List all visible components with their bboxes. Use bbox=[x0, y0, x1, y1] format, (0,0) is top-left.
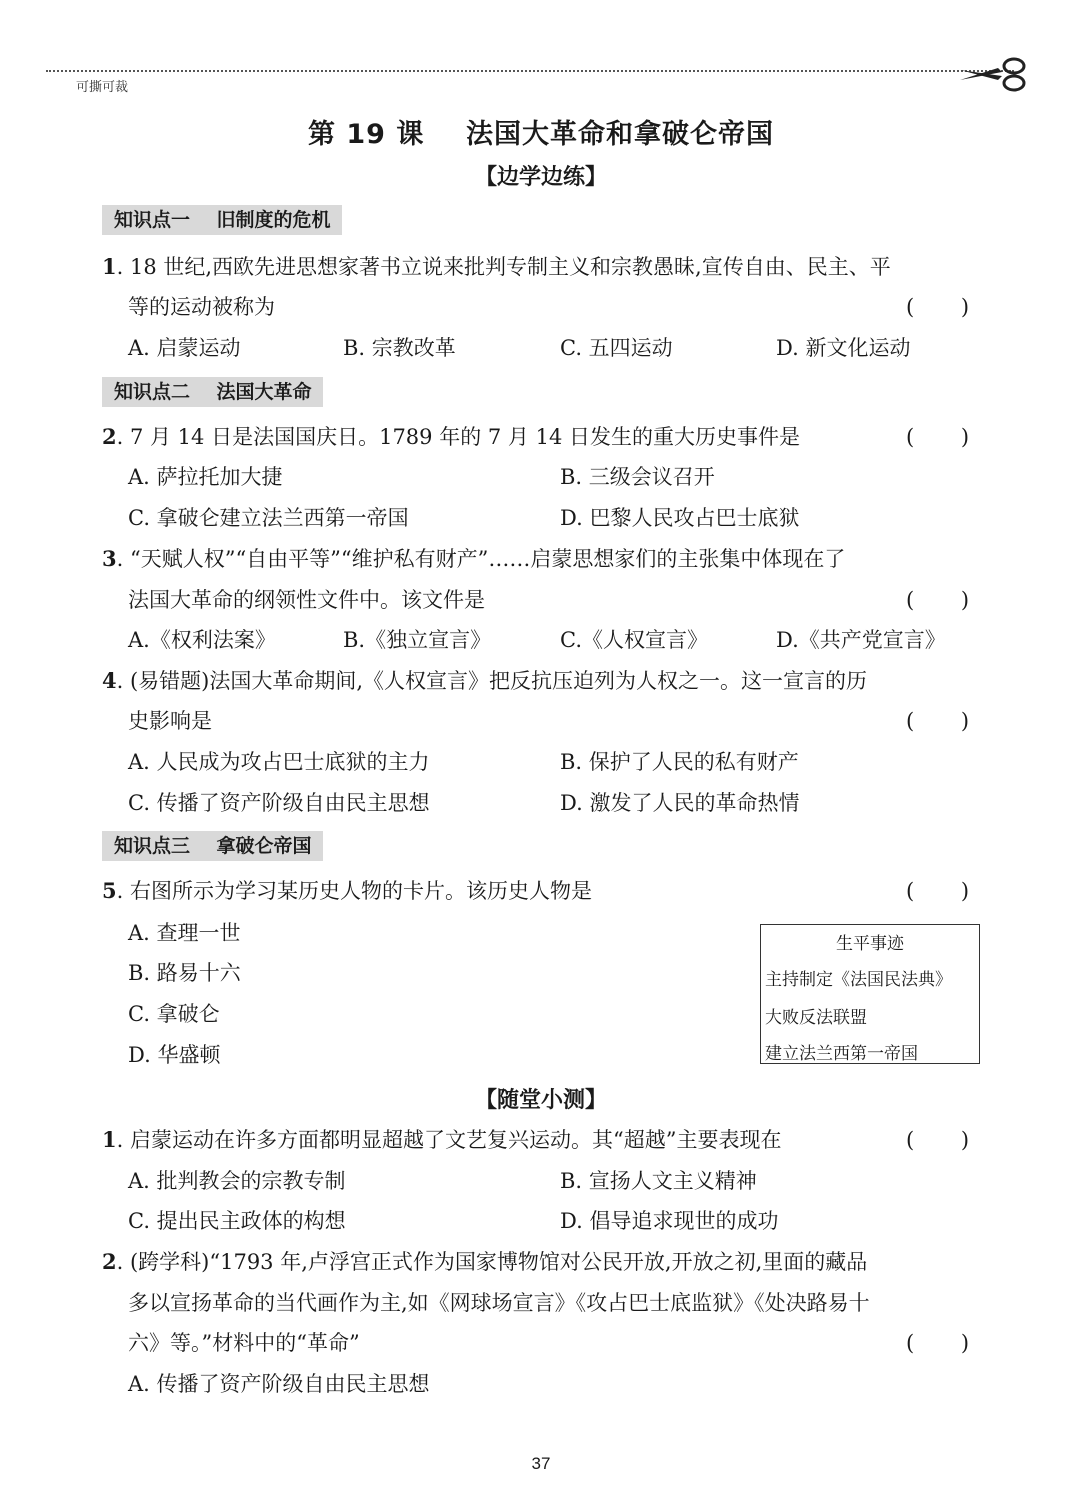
t1-text-1: . 启蒙运动在许多方面都明显超越了文艺复兴运动。其“超越”主要表现在 bbox=[116, 1128, 782, 1152]
t2-text-1: . (跨学科)“1793 年,卢浮宫正式作为国家博物馆对公民开放,开放之初,里面的藏品 bbox=[116, 1250, 868, 1274]
card-item: 建立法兰西第一帝国 bbox=[765, 1044, 918, 1064]
quiz-heading: 【随堂小测】 bbox=[474, 1088, 607, 1113]
t1-answer-blank[interactable]: ( ) bbox=[906, 1128, 970, 1152]
q1-answer-blank[interactable]: ( ) bbox=[906, 295, 970, 319]
card-heading: 生平事迹 bbox=[836, 934, 904, 954]
q3-number: 3 bbox=[102, 546, 117, 571]
section-1-heading: 知识点一 旧制度的危机 bbox=[102, 205, 342, 235]
card-item: 大败反法联盟 bbox=[765, 1008, 867, 1028]
q3-line2: 法国大革命的纲领性文件中。该文件是 bbox=[128, 588, 485, 612]
t2-line1 bbox=[102, 1247, 867, 1277]
q4-option-a: A. 人民成为攻占巴士底狱的主力 bbox=[128, 750, 430, 774]
q5-option-d: D. 华盛顿 bbox=[128, 1043, 221, 1067]
q4-answer-blank[interactable]: ( ) bbox=[906, 709, 970, 733]
q4-line1 bbox=[102, 666, 867, 696]
q5-answer-blank[interactable]: ( ) bbox=[906, 879, 970, 903]
q5-option-c: C. 拿破仑 bbox=[128, 1002, 220, 1026]
q2-line1 bbox=[102, 422, 800, 452]
q2-option-d: D. 巴黎人民攻占巴士底狱 bbox=[560, 506, 800, 530]
q3-option-b: B.《独立宣言》 bbox=[343, 628, 492, 652]
q2-answer-blank[interactable]: ( ) bbox=[906, 425, 970, 449]
t2-number: 2 bbox=[102, 1249, 117, 1274]
q1-line2: 等的运动被称为 bbox=[128, 295, 275, 319]
card-item: 主持制定《法国民法典》 bbox=[765, 970, 952, 990]
t1-number: 1 bbox=[102, 1127, 117, 1152]
section-2-heading: 知识点二 法国大革命 bbox=[102, 377, 323, 407]
lesson-title: 第 19 课 法国大革命和拿破仑帝国 bbox=[308, 119, 774, 150]
q3-option-d: D.《共产党宣言》 bbox=[776, 628, 946, 652]
q4-text-1: . (易错题)法国大革命期间,《人权宣言》把反抗压迫列为人权之一。这一宣言的历 bbox=[116, 669, 868, 693]
q3-text-1: . “天赋人权”“自由平等”“维护私有财产”……启蒙思想家们的主张集中体现在了 bbox=[116, 547, 846, 571]
q3-answer-blank[interactable]: ( ) bbox=[906, 588, 970, 612]
q2-option-a: A. 萨拉托加大捷 bbox=[128, 465, 283, 489]
q4-option-d: D. 激发了人民的革命热情 bbox=[560, 791, 800, 815]
q1-number: 1 bbox=[102, 254, 117, 279]
t1-option-b: B. 宣扬人文主义精神 bbox=[560, 1169, 757, 1193]
t1-line1 bbox=[102, 1125, 781, 1155]
q1-option-d: D. 新文化运动 bbox=[776, 336, 911, 360]
scissors-icon bbox=[958, 56, 1028, 92]
q3-option-c: C.《人权宣言》 bbox=[560, 628, 708, 652]
q2-number: 2 bbox=[102, 424, 117, 449]
q5-number: 5 bbox=[102, 878, 117, 903]
q4-option-b: B. 保护了人民的私有财产 bbox=[560, 750, 799, 774]
t2-answer-blank[interactable]: ( ) bbox=[906, 1331, 970, 1355]
practice-heading: 【边学边练】 bbox=[474, 165, 607, 190]
q2-option-b: B. 三级会议召开 bbox=[560, 465, 715, 489]
tear-note: 可撕可裁 bbox=[76, 80, 129, 95]
page-number: 37 bbox=[531, 1454, 551, 1473]
q4-line2: 史影响是 bbox=[128, 709, 212, 733]
q5-line1 bbox=[102, 876, 592, 906]
q5-option-b: B. 路易十六 bbox=[128, 961, 241, 985]
q4-option-c: C. 传播了资产阶级自由民主思想 bbox=[128, 791, 430, 815]
section-3-heading: 知识点三 拿破仑帝国 bbox=[102, 831, 323, 861]
figure-card bbox=[760, 924, 980, 1064]
q2-text-1: . 7 月 14 日是法国国庆日。1789 年的 7 月 14 日发生的重大历史事件是 bbox=[116, 425, 800, 449]
t1-option-a: A. 批判教会的宗教专制 bbox=[128, 1169, 346, 1193]
cut-line bbox=[46, 70, 1014, 72]
q4-number: 4 bbox=[102, 668, 117, 693]
q1-option-c: C. 五四运动 bbox=[560, 336, 673, 360]
t1-option-c: C. 提出民主政体的构想 bbox=[128, 1209, 346, 1233]
q5-option-a: A. 查理一世 bbox=[128, 921, 241, 945]
q1-line1 bbox=[102, 252, 891, 282]
q3-line1 bbox=[102, 544, 845, 574]
q2-option-c: C. 拿破仑建立法兰西第一帝国 bbox=[128, 506, 409, 530]
t2-line3: 六》等。”材料中的“革命” bbox=[128, 1331, 360, 1355]
t2-option-a: A. 传播了资产阶级自由民主思想 bbox=[128, 1372, 430, 1396]
q5-text-1: . 右图所示为学习某历史人物的卡片。该历史人物是 bbox=[116, 879, 592, 903]
t1-option-d: D. 倡导追求现世的成功 bbox=[560, 1209, 779, 1233]
q3-option-a: A.《权利法案》 bbox=[128, 628, 276, 652]
q1-option-a: A. 启蒙运动 bbox=[128, 336, 241, 360]
q1-text-1: . 18 世纪,西欧先进思想家著书立说来批判专制主义和宗教愚昧,宣传自由、民主、平 bbox=[116, 255, 891, 279]
q1-option-b: B. 宗教改革 bbox=[343, 336, 456, 360]
t2-line2: 多以宣扬革命的当代画作为主,如《网球场宣言》《攻占巴士底监狱》《处决路易十 bbox=[128, 1291, 870, 1315]
